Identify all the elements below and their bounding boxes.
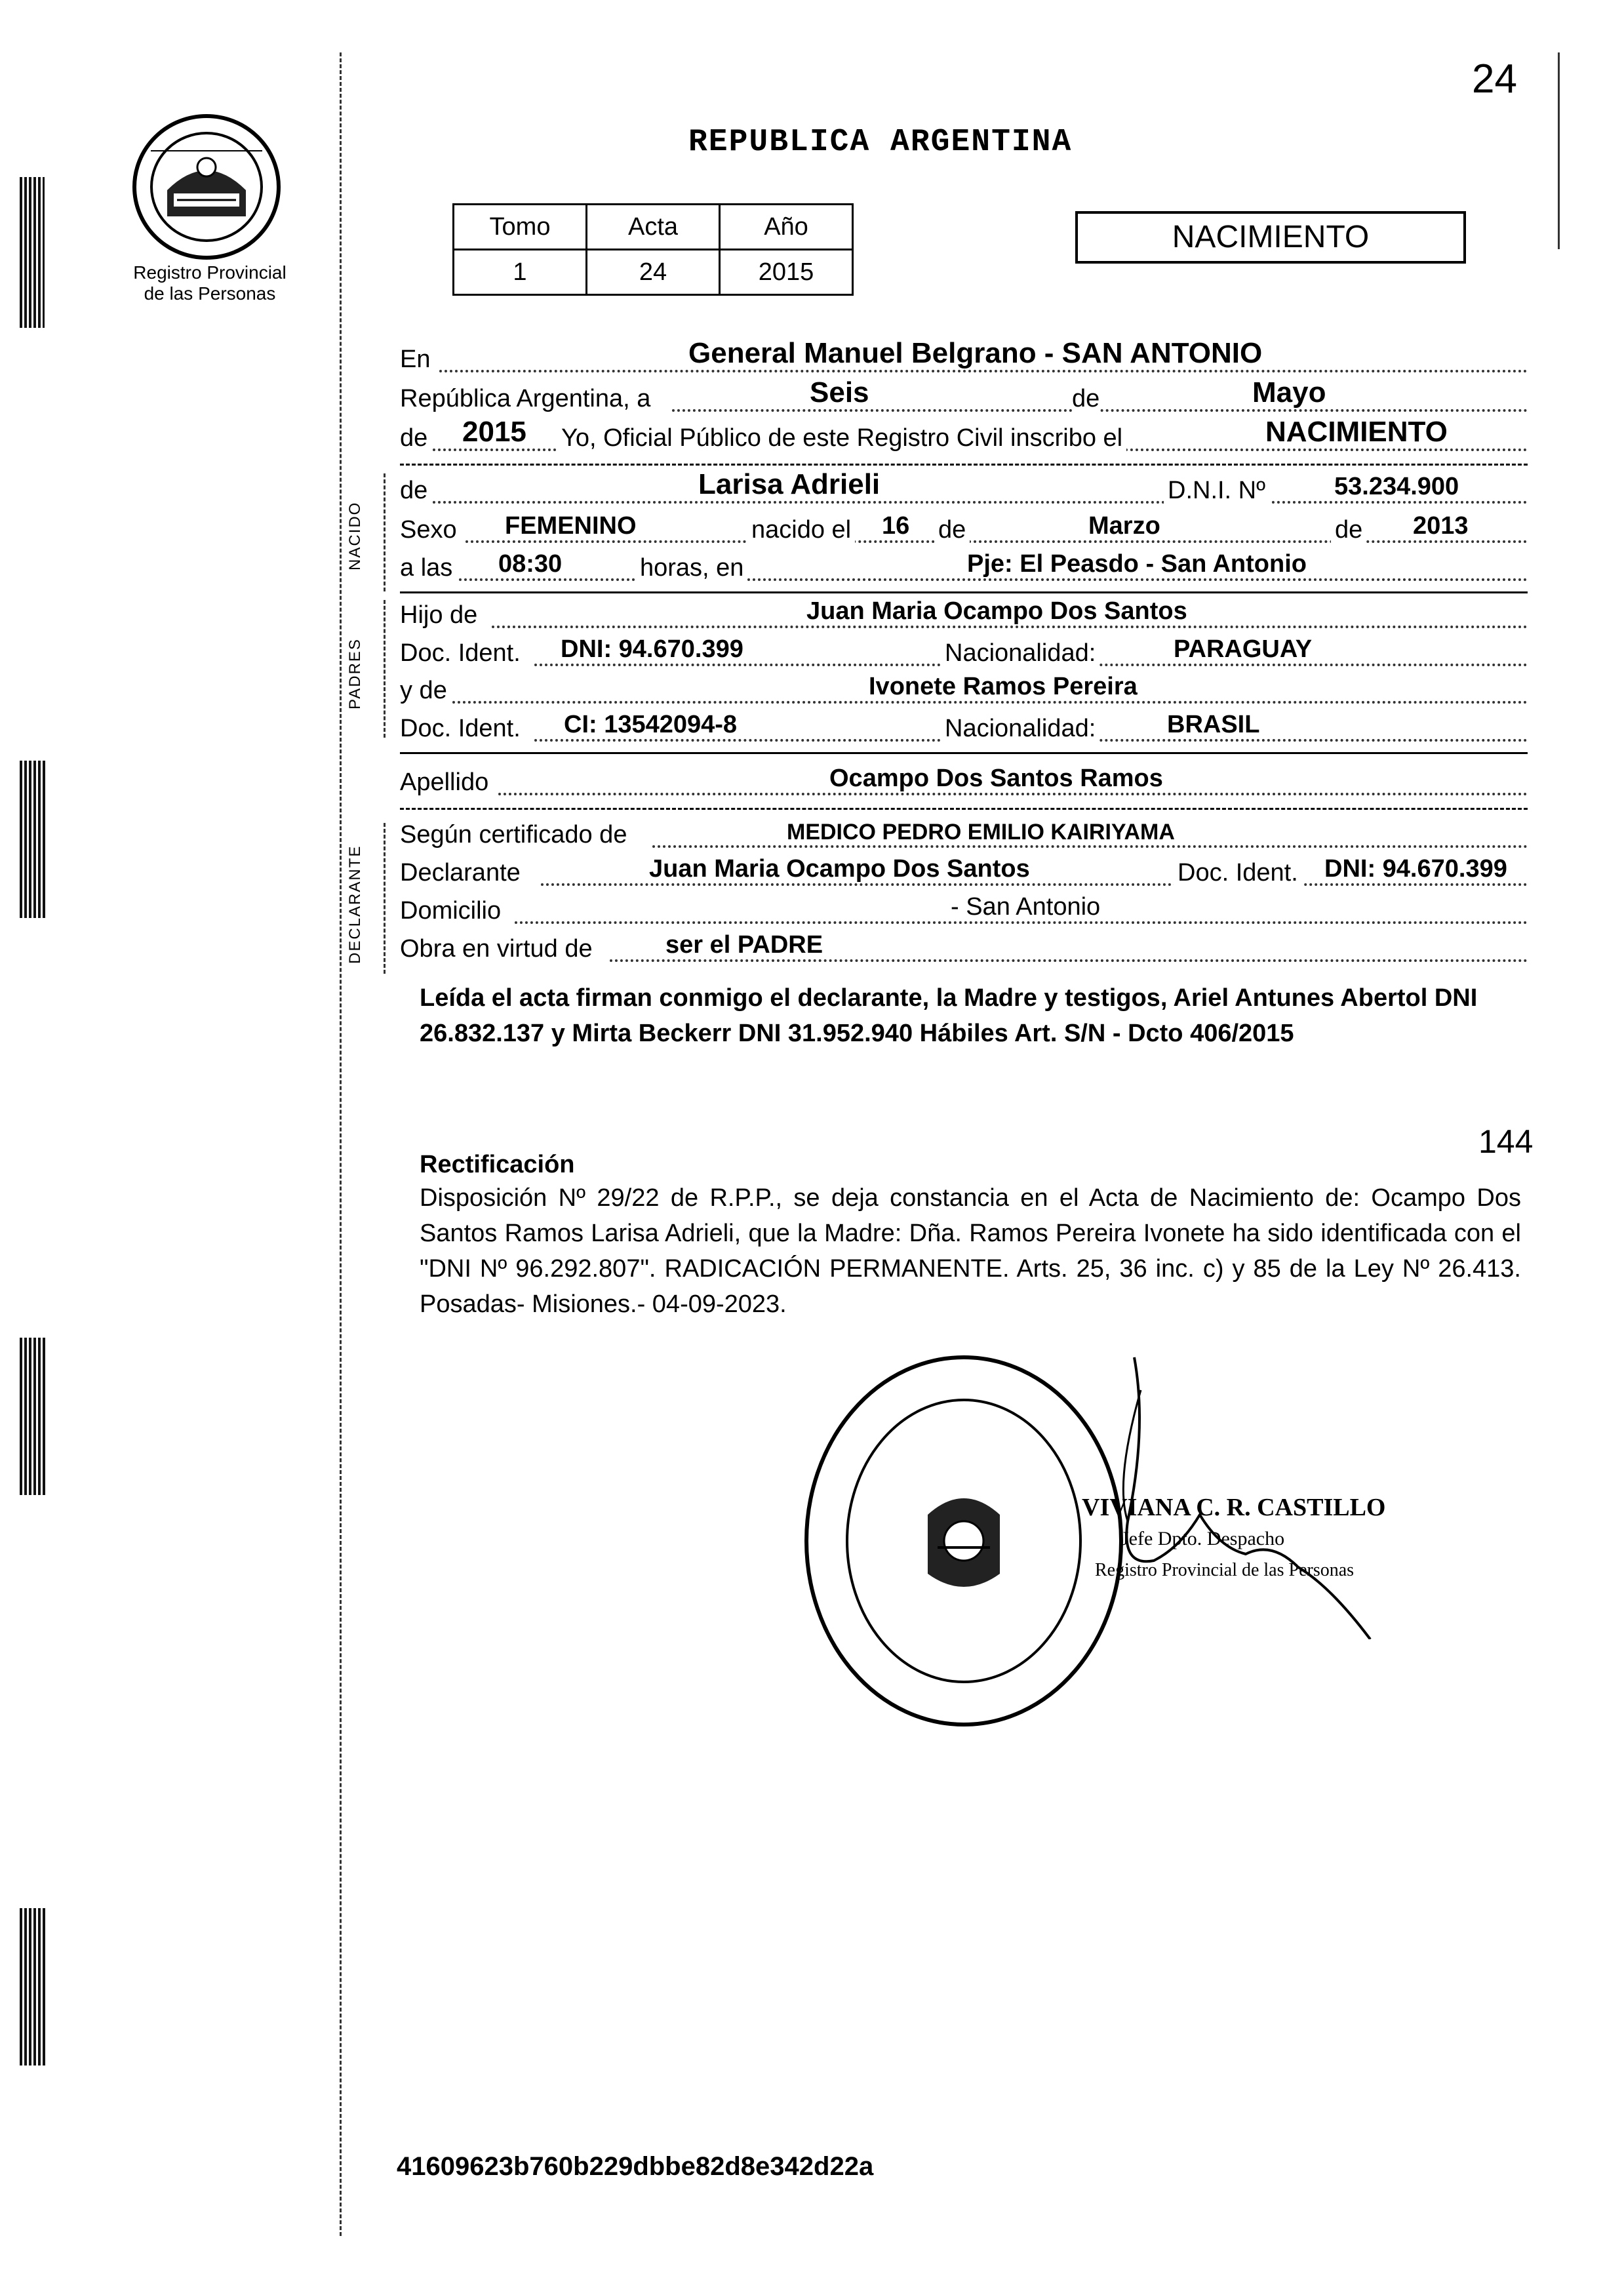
- row-hijo: [400, 597, 1528, 633]
- surname-value: Ocampo Dos Santos Ramos: [829, 765, 1163, 792]
- signer-org: Registro Provincial de las Personas: [1095, 1560, 1355, 1580]
- place-value: General Manuel Belgrano - SAN ANTONIO: [688, 337, 1263, 369]
- right-margin-rule: [1558, 52, 1560, 249]
- row-apellido: [400, 764, 1528, 801]
- section-label-nacido: NACIDO: [346, 501, 364, 570]
- rectification-number: 144: [1478, 1123, 1534, 1160]
- table-header: Acta: [587, 205, 720, 250]
- table-cell: 1: [454, 250, 587, 295]
- label-apellido: Apellido: [400, 768, 489, 796]
- section-label-padres: PADRES: [346, 638, 364, 709]
- label-a-las: a las: [400, 554, 453, 582]
- label-yo: Yo, Oficial Público de este Registro Civil inscribo el: [557, 424, 1126, 452]
- table-row: [454, 250, 853, 295]
- left-margin-rule: [340, 52, 342, 2236]
- day-value: Seis: [810, 376, 869, 409]
- rectification-title: Rectificación: [420, 1151, 575, 1178]
- table-cell: 2015: [720, 250, 853, 295]
- reference-table: [452, 203, 854, 296]
- divider: [400, 752, 1528, 754]
- birth-month-value: Marzo: [1088, 512, 1160, 540]
- divider: [400, 808, 1528, 810]
- table-cell: 24: [587, 250, 720, 295]
- row-obra: [400, 930, 1528, 967]
- table-row: [454, 205, 853, 250]
- registry-line: Registro Provincial: [133, 262, 287, 283]
- inscribe-value: NACIMIENTO: [1265, 416, 1448, 448]
- row-y-de: [400, 672, 1528, 709]
- label-en: En: [400, 346, 431, 373]
- label-nacido-el: nacido el: [747, 516, 855, 544]
- row-domicilio: [400, 892, 1528, 929]
- dotted-line: [610, 959, 1528, 962]
- label-doc-ident: Doc. Ident.: [400, 639, 521, 667]
- row-year: [400, 416, 1528, 456]
- scan-artifact: [20, 1908, 47, 2066]
- table-header: Tomo: [454, 205, 587, 250]
- dotted-line: [652, 845, 1528, 848]
- label-sexo: Sexo: [400, 516, 457, 544]
- row-declarante: [400, 854, 1528, 891]
- label-de: de: [1331, 516, 1366, 544]
- label-y-de: y de: [400, 677, 447, 704]
- child-name-value: Larisa Adrieli: [698, 468, 881, 500]
- label-de: de: [934, 516, 970, 544]
- closing-text: Leída el acta firman conmigo el declarante, la Madre y testigos, Ariel Antunes Abertol DNI 26.832.137 y Mirta Beckerr DNI 31.952.940 Hábiles Art. S/N - Dcto 406/2015: [420, 984, 1478, 1047]
- label-de: de: [400, 424, 428, 452]
- label-hijo-de: Hijo de: [400, 601, 478, 629]
- child-dni-value: 53.234.900: [1334, 473, 1459, 500]
- sexo-value: FEMENINO: [505, 512, 637, 540]
- section-label-declarante: DECLARANTE: [346, 845, 364, 964]
- registry-line: de las Personas: [144, 283, 276, 304]
- province-seal-icon: [128, 111, 285, 262]
- row-sexo: [400, 511, 1528, 548]
- label-horas-en: horas, en: [636, 554, 747, 582]
- birth-place-value: Pje: El Peasdo - San Antonio: [967, 550, 1307, 578]
- father-doc-value: DNI: 94.670.399: [561, 635, 743, 663]
- label-dni: D.N.I. Nº: [1164, 477, 1269, 505]
- table-header: Año: [720, 205, 853, 250]
- birth-year-value: 2013: [1413, 512, 1469, 540]
- father-name-value: Juan Maria Ocampo Dos Santos: [806, 597, 1187, 625]
- page-number: 24: [1472, 56, 1517, 102]
- dotted-line: [452, 701, 1528, 704]
- declarant-doc-value: DNI: 94.670.399: [1324, 855, 1507, 883]
- label-nacionalidad: Nacionalidad:: [941, 639, 1099, 668]
- divider: [400, 591, 1528, 593]
- row-mother-doc: [400, 710, 1528, 747]
- document-hash: 41609623b760b229dbbe82d8e342d22a: [397, 2152, 874, 2181]
- section-rule: [384, 823, 386, 974]
- divider: [400, 464, 1528, 466]
- dotted-line: [439, 370, 1528, 372]
- row-nacido-name: [400, 468, 1528, 509]
- dotted-line: [492, 626, 1528, 628]
- row-segun: [400, 816, 1528, 853]
- label-de: de: [1072, 385, 1100, 412]
- label-de: de: [400, 477, 428, 504]
- row-en: [400, 337, 1528, 378]
- rectification-body: Disposición Nº 29/22 de R.P.P., se deja constancia en el Acta de Nacimiento de: Ocampo Dos Santos Ramos Larisa Adrieli, que la Madre: Dña. Ramos Pereira Ivonete ha sido identificada con el "DNI Nº 96.292.807". RADICACIÓN PERMANENTE. Arts. 25, 36 inc. c) y 85 de la Ley Nº 26.413. Posadas- Misiones.- 04-09-2023.: [420, 1184, 1521, 1318]
- birth-day-value: 16: [882, 512, 910, 540]
- document-title: REPUBLICA ARGENTINA: [688, 125, 1073, 160]
- signer-name: VIVIANA C. R. CASTILLO: [1082, 1494, 1386, 1521]
- month-value: Mayo: [1252, 376, 1326, 409]
- label-segun-certificado: Según certificado de: [400, 821, 627, 848]
- dotted-line: [498, 793, 1528, 795]
- dotted-line: [515, 921, 1528, 924]
- row-republica: [400, 376, 1528, 417]
- dotted-line: [465, 540, 1528, 543]
- year-value: 2015: [462, 416, 526, 448]
- label-obra-en-virtud: Obra en virtud de: [400, 935, 593, 963]
- scan-artifact: [20, 761, 47, 918]
- birth-time-value: 08:30: [498, 550, 563, 578]
- dotted-line: [541, 883, 1528, 886]
- row-father-doc: [400, 635, 1528, 671]
- mother-name-value: Ivonete Ramos Pereira: [869, 673, 1138, 700]
- mother-nationality-value: BRASIL: [1167, 711, 1260, 738]
- scan-artifact: [20, 1338, 47, 1495]
- act-type-box: NACIMIENTO: [1075, 211, 1466, 264]
- mother-doc-value: CI: 13542094-8: [564, 711, 738, 738]
- father-nationality-value: PARAGUAY: [1174, 635, 1313, 663]
- registry-caption: [111, 262, 308, 304]
- dotted-line: [672, 409, 1528, 412]
- label-nacionalidad: Nacionalidad:: [941, 715, 1099, 743]
- dotted-line: [459, 578, 1528, 581]
- dotted-line: [433, 501, 1528, 504]
- label-declarante: Declarante: [400, 859, 521, 887]
- row-hora: [400, 549, 1528, 586]
- address-value: - San Antonio: [951, 893, 1101, 921]
- declarant-name-value: Juan Maria Ocampo Dos Santos: [649, 855, 1030, 883]
- certificate-value: MEDICO PEDRO EMILIO KAIRIYAMA: [787, 820, 1175, 845]
- label-doc-ident: Doc. Ident.: [1174, 859, 1302, 887]
- signer-block: [1082, 1492, 1385, 1586]
- scan-artifact: [20, 177, 45, 328]
- signer-role: Jefe Dpto. Despacho: [1121, 1528, 1285, 1549]
- section-rule: [384, 600, 386, 738]
- capacity-value: ser el PADRE: [665, 931, 823, 959]
- label-doc-ident: Doc. Ident.: [400, 715, 521, 742]
- section-rule: [384, 473, 386, 591]
- label-republica: República Argentina, a: [400, 385, 651, 412]
- label-domicilio: Domicilio: [400, 897, 502, 925]
